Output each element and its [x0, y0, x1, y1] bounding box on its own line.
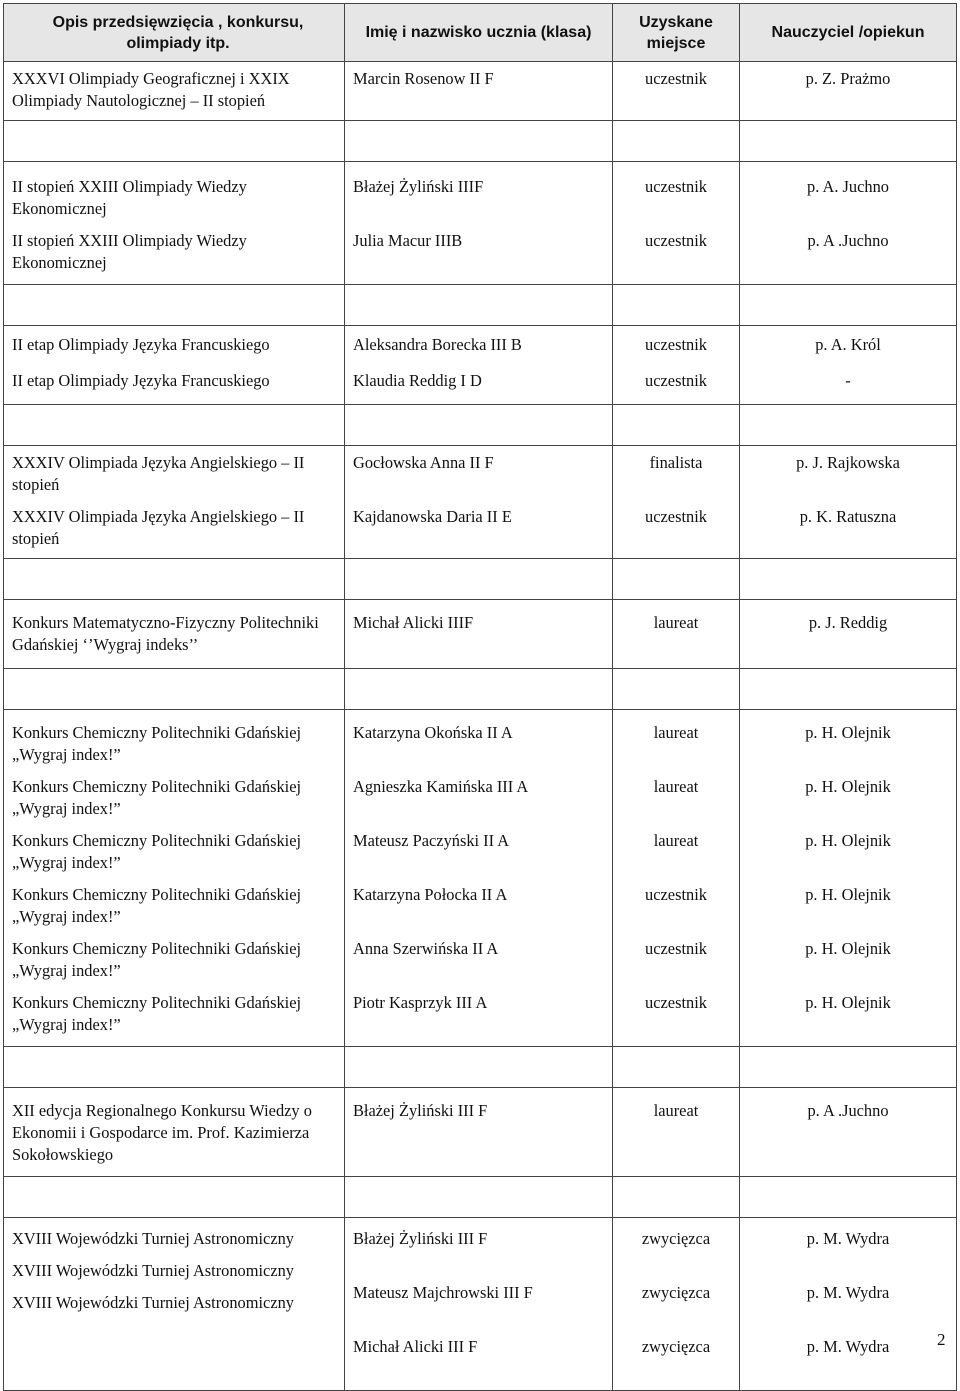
cell-c4 — [740, 1088, 957, 1177]
cell-c3 — [613, 710, 740, 1047]
entry-text: laureat — [653, 831, 699, 850]
entry-text: XVIII Wojewódzki Turniej Astronomiczny — [12, 1293, 295, 1312]
cell-c2 — [345, 326, 613, 405]
cell-c1 — [4, 710, 345, 1047]
entry-text: p. J. Rajkowska — [796, 453, 900, 472]
cell-c4 — [740, 600, 957, 669]
entry-text: XVIII Wojewódzki Turniej Astronomiczny — [12, 1229, 295, 1248]
entry-text: XXXIV Olimpiada Języka Angielskiego – II stopień — [12, 453, 305, 494]
entry-text: - — [845, 371, 851, 390]
entry-text: Konkurs Matematyczno-Fizyczny Politechniki Gdańskiej ‘’Wygraj indeks’’ — [12, 613, 319, 654]
page-number: 2 — [937, 1330, 946, 1349]
entry-text: XII edycja Regionalnego Konkursu Wiedzy o Ekonomii i Gospodarce im. Prof. Kazimierza Sokołowskiego — [12, 1101, 312, 1164]
empty-cell — [345, 559, 613, 600]
cell-c1 — [4, 1088, 345, 1177]
entry-text: p. Z. Prażmo — [805, 69, 891, 88]
entry-text: Klaudia Reddig I D — [353, 371, 482, 390]
empty-cell — [4, 405, 345, 446]
cell-c3 — [613, 326, 740, 405]
empty-cell — [345, 285, 613, 326]
empty-cell — [740, 285, 957, 326]
empty-cell — [740, 121, 957, 162]
empty-cell — [740, 559, 957, 600]
empty-cell — [345, 669, 613, 710]
empty-cell — [613, 121, 740, 162]
entry-text: Mateusz Majchrowski III F — [353, 1283, 533, 1302]
separator-row — [4, 405, 957, 446]
empty-cell — [613, 669, 740, 710]
empty-cell — [740, 405, 957, 446]
entry-text: p. H. Olejnik — [805, 723, 891, 742]
empty-cell — [4, 285, 345, 326]
cell-c2 — [345, 446, 613, 559]
cell-c2 — [345, 1218, 613, 1391]
header-description: Opis przedsięwzięcia , konkursu, olimpiady itp. — [4, 4, 345, 62]
entry-text: p. A .Juchno — [807, 231, 889, 250]
entry-text: Katarzyna Połocka II A — [353, 885, 508, 904]
entry-text: Konkurs Chemiczny Politechniki Gdańskiej „Wygraj index!” — [12, 777, 302, 818]
header-student: Imię i nazwisko ucznia (klasa) — [345, 4, 613, 62]
table-row — [4, 62, 957, 121]
entry-text: p. H. Olejnik — [805, 993, 891, 1012]
cell-c3 — [613, 1218, 740, 1391]
cell-c1 — [4, 1218, 345, 1391]
cell-c1 — [4, 326, 345, 405]
entry-text: XXXVI Olimpiady Geograficznej i XXIX Olimpiady Nautologicznej – II stopień — [12, 69, 290, 110]
entry-text: Błażej Żyliński IIIF — [353, 177, 484, 196]
separator-row — [4, 669, 957, 710]
empty-cell — [740, 669, 957, 710]
table-row — [4, 1218, 957, 1391]
entry-text: II stopień XXIII Olimpiady Wiedzy Ekonomicznej — [12, 231, 247, 272]
cell-c1 — [4, 446, 345, 559]
entry-text: Michał Alicki III F — [353, 1337, 478, 1356]
empty-cell — [613, 1047, 740, 1088]
table-row — [4, 710, 957, 1047]
table-row — [4, 1088, 957, 1177]
empty-cell — [4, 669, 345, 710]
table-row — [4, 162, 957, 285]
cell-c4 — [740, 62, 957, 121]
entry-text: laureat — [653, 777, 699, 796]
cell-c4 — [740, 326, 957, 405]
entry-text: Konkurs Chemiczny Politechniki Gdańskiej „Wygraj index!” — [12, 885, 302, 926]
cell-c3 — [613, 600, 740, 669]
entry-text: Michał Alicki IIIF — [353, 613, 474, 632]
table-row — [4, 446, 957, 559]
entry-text: uczestnik — [645, 177, 707, 196]
empty-cell — [740, 1177, 957, 1218]
entry-text: zwycięzca — [641, 1229, 711, 1248]
empty-cell — [345, 405, 613, 446]
cell-c3 — [613, 62, 740, 121]
empty-cell — [613, 1177, 740, 1218]
entry-text: laureat — [653, 613, 699, 632]
entry-text: uczestnik — [645, 371, 707, 390]
entry-text: Konkurs Chemiczny Politechniki Gdańskiej „Wygraj index!” — [12, 993, 302, 1034]
entry-text: p. K. Ratuszna — [799, 507, 897, 526]
entry-text: Błażej Żyliński III F — [353, 1101, 488, 1120]
cell-c2 — [345, 600, 613, 669]
entry-text: Julia Macur IIIB — [353, 231, 463, 250]
empty-cell — [4, 559, 345, 600]
table-row — [4, 600, 957, 669]
entry-text: Konkurs Chemiczny Politechniki Gdańskiej „Wygraj index!” — [12, 939, 302, 980]
entry-text: Aleksandra Borecka III B — [353, 335, 522, 354]
empty-cell — [345, 121, 613, 162]
cell-c4 — [740, 162, 957, 285]
entry-text: p. M. Wydra — [806, 1229, 890, 1248]
entry-text: Błażej Żyliński III F — [353, 1229, 488, 1248]
entry-text: Marcin Rosenow II F — [353, 69, 494, 88]
header-place: Uzyskane miejsce — [613, 4, 740, 62]
entry-text: XXXIV Olimpiada Języka Angielskiego – II stopień — [12, 507, 305, 548]
entry-text: II etap Olimpiady Języka Francuskiego — [12, 371, 270, 390]
entry-text: Anna Szerwińska II A — [353, 939, 499, 958]
table-row — [4, 326, 957, 405]
empty-cell — [4, 1177, 345, 1218]
empty-cell — [4, 121, 345, 162]
entry-text: uczestnik — [645, 335, 707, 354]
entry-text: Agnieszka Kamińska III A — [353, 777, 529, 796]
cell-c3 — [613, 446, 740, 559]
cell-c3 — [613, 162, 740, 285]
separator-row — [4, 285, 957, 326]
separator-row — [4, 1047, 957, 1088]
empty-cell — [4, 1047, 345, 1088]
entry-text: p. H. Olejnik — [805, 939, 891, 958]
entry-text: p. A .Juchno — [807, 1101, 889, 1120]
cell-c4 — [740, 446, 957, 559]
entry-text: Gocłowska Anna II F — [353, 453, 494, 472]
cell-c2 — [345, 1088, 613, 1177]
entry-text: p. M. Wydra — [806, 1283, 890, 1302]
entry-text: XVIII Wojewódzki Turniej Astronomiczny — [12, 1261, 295, 1280]
entry-text: p. M. Wydra — [806, 1337, 890, 1356]
table-body — [4, 62, 957, 1391]
entry-text: uczestnik — [645, 507, 707, 526]
cell-c2 — [345, 62, 613, 121]
entry-text: zwycięzca — [641, 1283, 711, 1302]
empty-cell — [740, 1047, 957, 1088]
entry-text: II stopień XXIII Olimpiady Wiedzy Ekonomicznej — [12, 177, 247, 218]
entry-text: uczestnik — [645, 885, 707, 904]
entry-text: laureat — [653, 1101, 699, 1120]
separator-row — [4, 559, 957, 600]
entry-text: Piotr Kasprzyk III A — [353, 993, 488, 1012]
cell-c2 — [345, 162, 613, 285]
entry-text: p. A. Juchno — [807, 177, 889, 196]
cell-c4 — [740, 710, 957, 1047]
entry-text: II etap Olimpiady Języka Francuskiego — [12, 335, 270, 354]
cell-c2 — [345, 710, 613, 1047]
cell-c1 — [4, 600, 345, 669]
entry-text: Mateusz Paczyński II A — [353, 831, 510, 850]
results-table — [3, 3, 957, 1391]
entry-text: p. A. Król — [815, 335, 881, 354]
empty-cell — [345, 1177, 613, 1218]
empty-cell — [613, 285, 740, 326]
entry-text: Konkurs Chemiczny Politechniki Gdańskiej „Wygraj index!” — [12, 831, 302, 872]
entry-text: zwycięzca — [641, 1337, 711, 1356]
cell-c4 — [740, 1218, 957, 1391]
cell-c1 — [4, 62, 345, 121]
empty-cell — [613, 559, 740, 600]
entry-text: Kajdanowska Daria II E — [353, 507, 512, 526]
cell-c1 — [4, 162, 345, 285]
entry-text: Katarzyna Okońska II A — [353, 723, 513, 742]
entry-text: p. H. Olejnik — [805, 777, 891, 796]
separator-row — [4, 1177, 957, 1218]
empty-cell — [345, 1047, 613, 1088]
entry-text: Konkurs Chemiczny Politechniki Gdańskiej „Wygraj index!” — [12, 723, 302, 764]
entry-text: p. H. Olejnik — [805, 831, 891, 850]
empty-cell — [613, 405, 740, 446]
entry-text: uczestnik — [645, 69, 707, 88]
entry-text: finalista — [649, 453, 703, 472]
entry-text: p. J. Reddig — [808, 613, 888, 632]
entry-text: uczestnik — [645, 939, 707, 958]
entry-text: uczestnik — [645, 231, 707, 250]
separator-row — [4, 121, 957, 162]
entry-text: p. H. Olejnik — [805, 885, 891, 904]
cell-c3 — [613, 1088, 740, 1177]
header-teacher: Nauczyciel /opiekun — [740, 4, 957, 62]
entry-text: laureat — [653, 723, 699, 742]
entry-text: uczestnik — [645, 993, 707, 1012]
header-row — [4, 4, 957, 62]
